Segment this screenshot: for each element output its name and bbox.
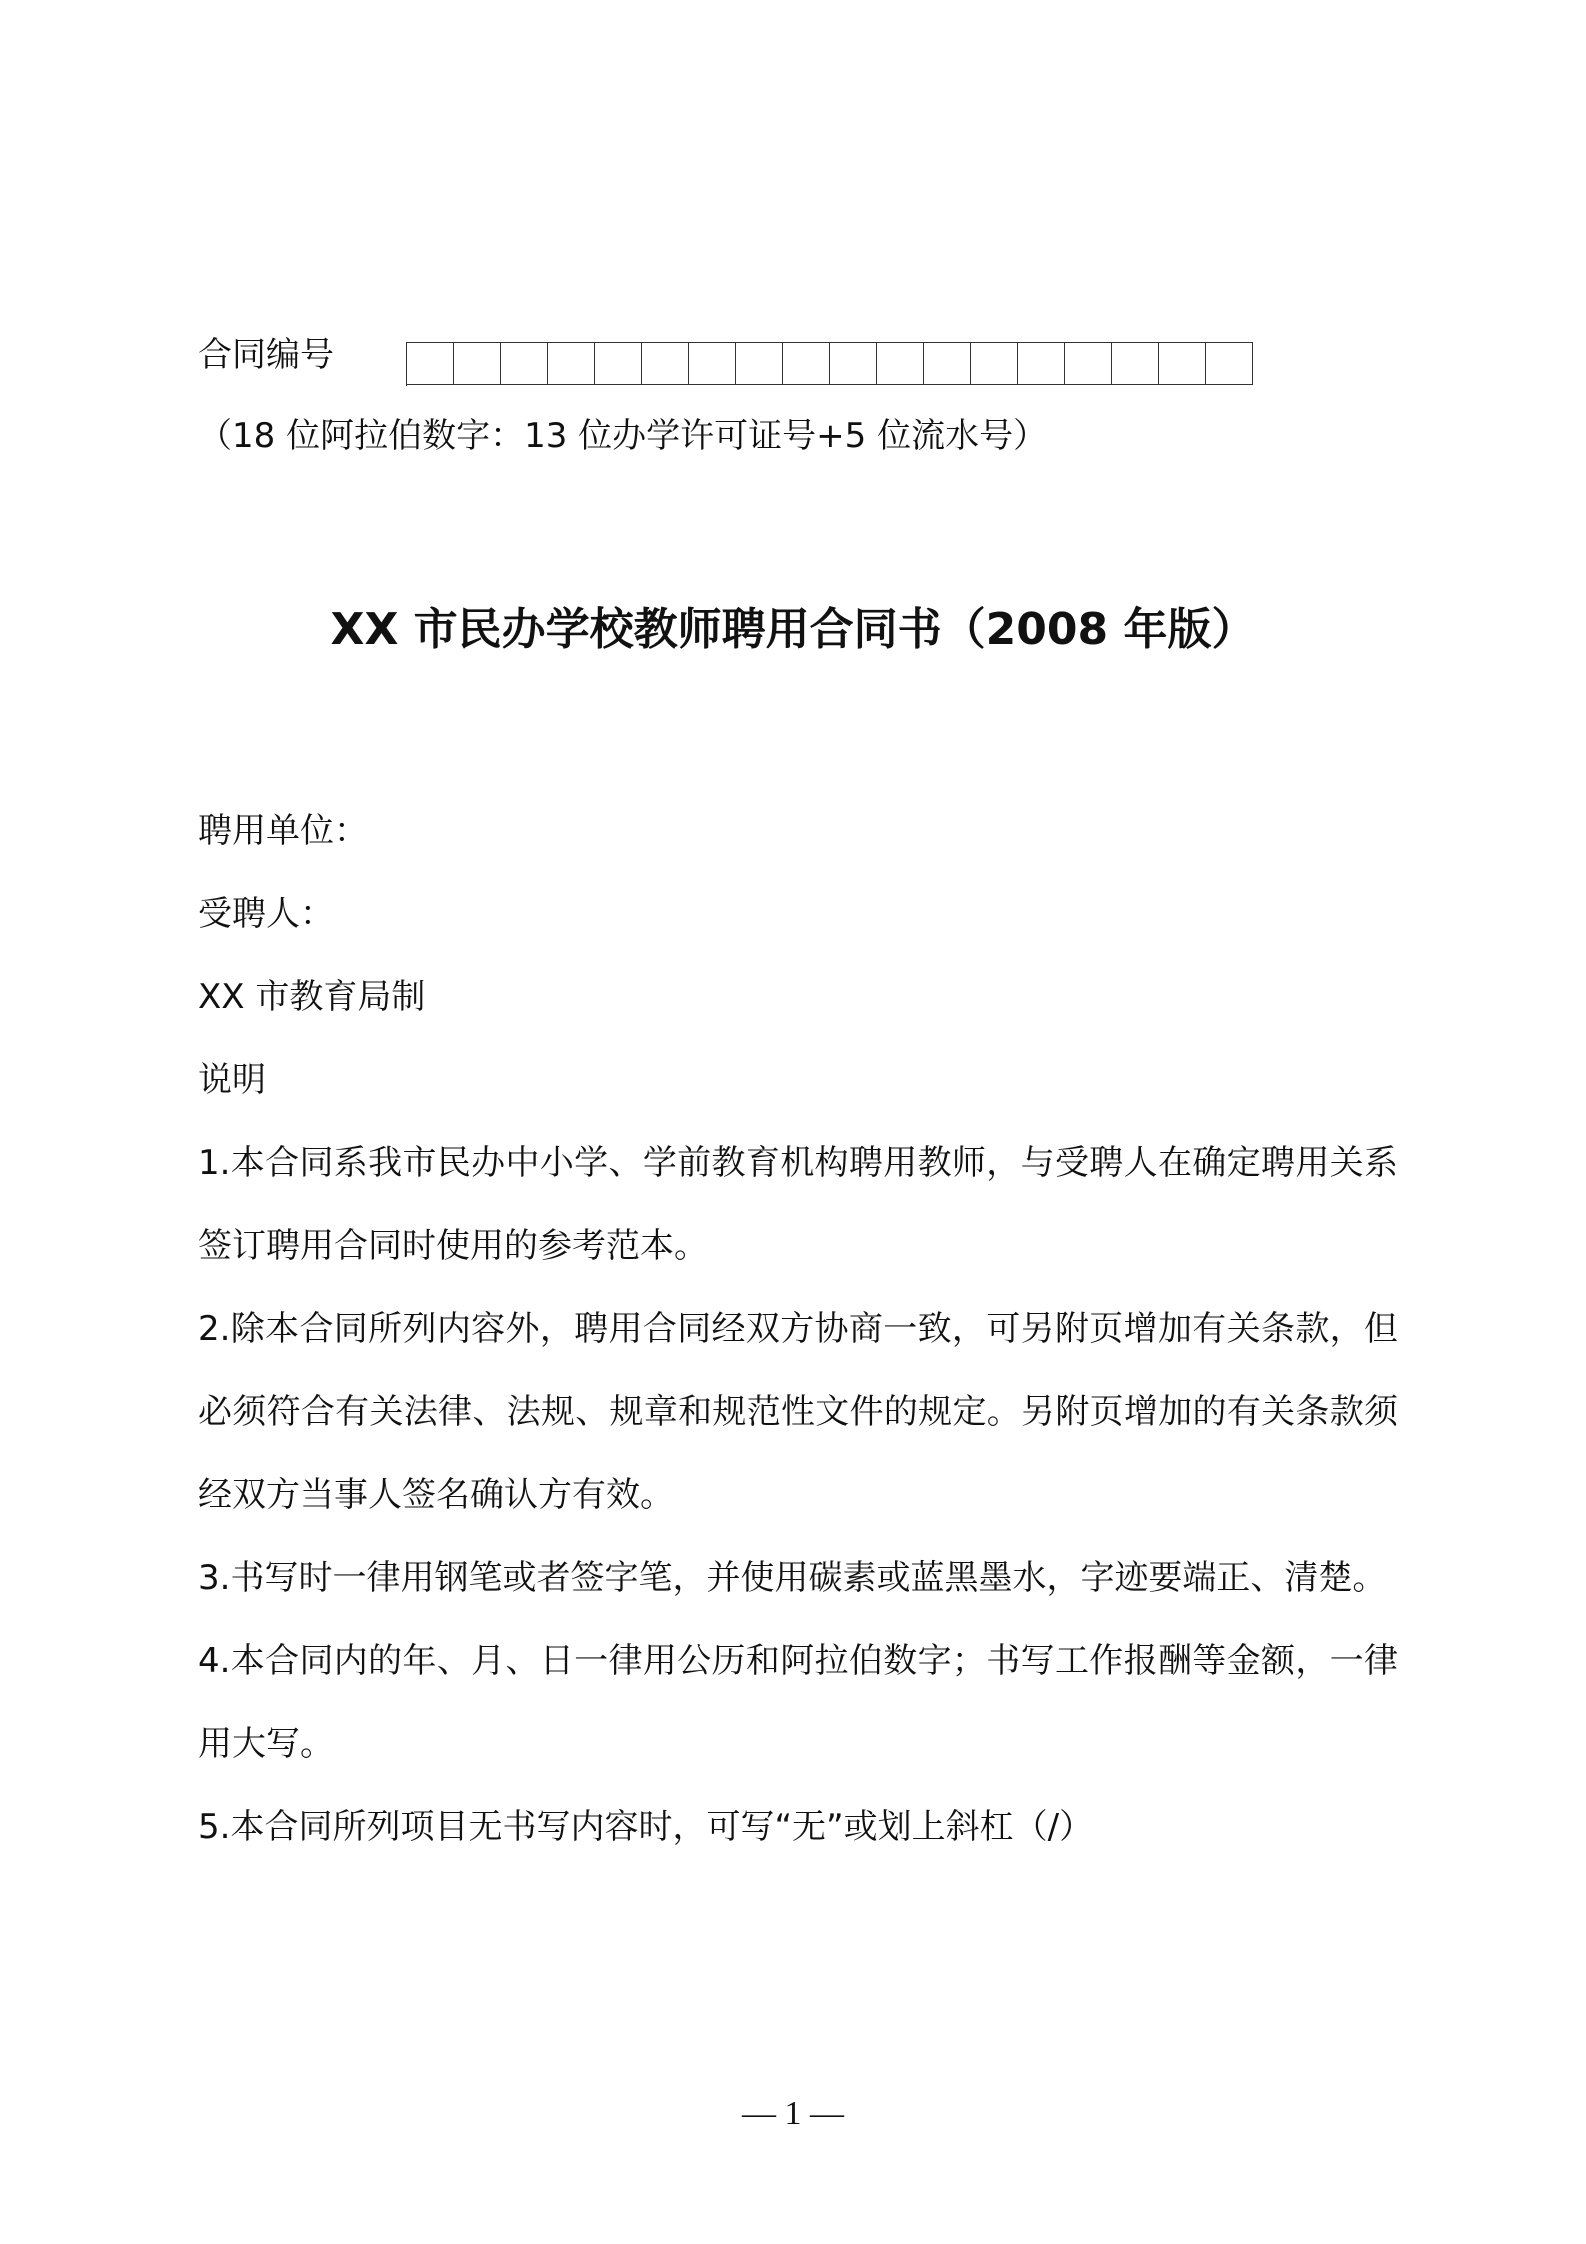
- contract-number-digit-box[interactable]: [407, 342, 454, 385]
- contract-number-digit-box[interactable]: [548, 342, 595, 385]
- instruction-item-3: 3.书写时一律用钢笔或者签字笔，并使用碳素或蓝黑墨水，字迹要端正、清楚。: [198, 1558, 1387, 1598]
- contract-number-digit-box[interactable]: [1159, 342, 1206, 385]
- contract-number-digit-box[interactable]: [595, 342, 642, 385]
- contract-number-digit-box[interactable]: [924, 342, 971, 385]
- contract-number-digit-box[interactable]: [783, 342, 830, 385]
- contract-number-digit-box[interactable]: [1112, 342, 1159, 385]
- contract-number-boxes: [406, 342, 1253, 386]
- contract-number-label: 合同编号: [198, 335, 334, 375]
- contract-number-digit-box[interactable]: [501, 342, 548, 385]
- instruction-item-4: 4.本合同内的年、月、日一律用公历和阿拉伯数字；书写工作报酬等金额，一律用大写。: [198, 1641, 1398, 1764]
- contract-number-digit-box[interactable]: [877, 342, 924, 385]
- contract-number-digit-box[interactable]: [1206, 342, 1253, 385]
- instruction-item-1: 1.本合同系我市民办中小学、学前教育机构聘用教师，与受聘人在确定聘用关系签订聘用合同时使用的参考范本。: [198, 1143, 1398, 1266]
- contract-number-digit-box[interactable]: [736, 342, 783, 385]
- document-title: XX 市民办学校教师聘用合同书（2008 年版）: [330, 604, 1256, 655]
- contract-number-digit-box[interactable]: [830, 342, 877, 385]
- issuer-line: XX 市教育局制: [198, 977, 426, 1017]
- contract-number-digit-box[interactable]: [971, 342, 1018, 385]
- instruction-item-5: 5.本合同所列项目无书写内容时，可写“无”或划上斜杠（/）: [198, 1807, 1094, 1847]
- contract-number-digit-box[interactable]: [1065, 342, 1112, 385]
- contract-number-digit-box[interactable]: [1018, 342, 1065, 385]
- page-number: — 1 —: [742, 2095, 844, 2132]
- employee-field: 受聘人：: [198, 894, 334, 934]
- contract-number-digit-box[interactable]: [689, 342, 736, 385]
- contract-number-digit-box[interactable]: [454, 342, 501, 385]
- instructions-heading: 说明: [198, 1060, 266, 1100]
- employer-field: 聘用单位：: [198, 811, 368, 851]
- document-body: [198, 790, 1398, 1869]
- contract-number-digit-box[interactable]: [642, 342, 689, 385]
- contract-number-row: [198, 334, 334, 390]
- contract-number-note: （18 位阿拉伯数字：13 位办学许可证号+5 位流水号）: [198, 416, 1048, 456]
- instruction-item-2: 2.除本合同所列内容外，聘用合同经双方协商一致，可另附页增加有关条款，但必须符合有关法律、法规、规章和规范性文件的规定。另附页增加的有关条款须经双方当事人签名确认方有效。: [198, 1309, 1398, 1515]
